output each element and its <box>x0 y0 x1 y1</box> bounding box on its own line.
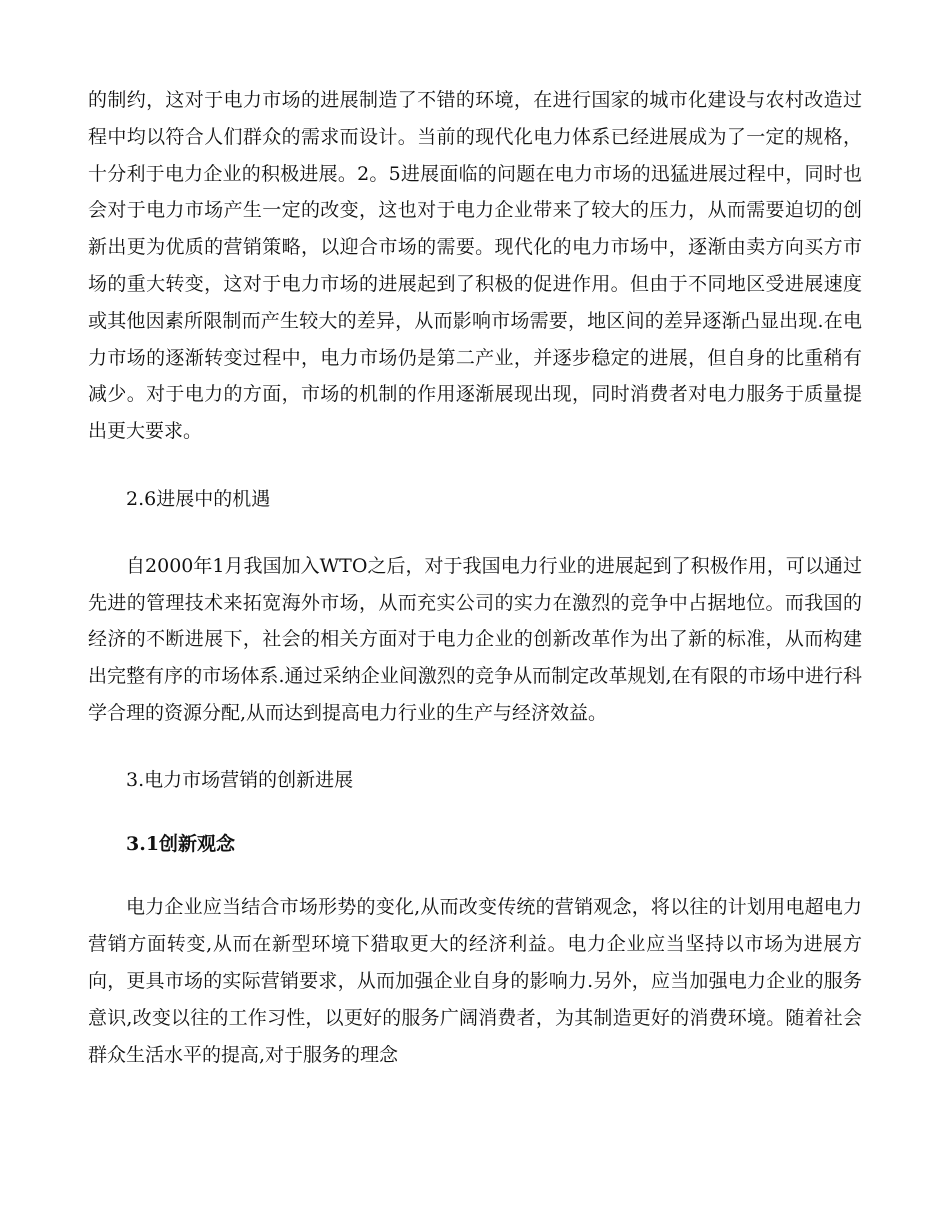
paragraph-spacer <box>88 450 862 481</box>
paragraph-spacer <box>88 862 862 889</box>
document-page <box>88 82 862 1073</box>
section-heading-2-6: 2.6进展中的机遇 <box>126 487 271 510</box>
body-paragraph-opportunities: 自2000年1月我国加入WTO之后，对于我国电力行业的进展起到了积极作用，可以通过先进的管理技术来拓宽海外市场，从而充实公司的实力在激烈的竞争中占据地位。而我国的经济的不断进展下，社会的相关方面对于电力企业的创新改革作为出了新的标准，从而构建出完整有序的市场体系.通过采纳企业间激烈的竞争从而制定改革规划,在有限的市场中进行科学合理的资源分配,从而达到提高电力行业的生产与经济效益。 <box>88 554 862 724</box>
body-paragraph-market-environment: 的制约，这对于电力市场的进展制造了不错的环境，在进行国家的城市化建设与农村改造过程中均以符合人们群众的需求而设计。当前的现代化电力体系已经进展成为了一定的规格，十分利于电力企业的积极进展。2。5进展面临的问题在电力市场的迅猛进展过程中，同时也会对于电力市场产生一定的改变，这也对于电力企业带来了较大的压力，从而需要迫切的创新出更为优质的营销策略，以迎合市场的需要。现代化的电力市场中，逐渐由卖方向买方市场的重大转变，这对于电力市场的进展起到了积极的促进作用。但由于不同地区受进展速度或其他因素所限制而产生较大的差异，从而影响市场需要，地区间的差异逐渐凸显出现.在电力市场的逐渐转变过程中，电力市场仍是第二产业，并逐步稳定的进展，但自身的比重稍有减少。对于电力的方面，市场的机制的作用逐渐展现出现，同时消费者对电力服务于质量提出更大要求。 <box>88 89 862 443</box>
section-heading-3-1: 3.1创新观念 <box>126 832 236 855</box>
paragraph-spacer <box>88 518 862 548</box>
paragraph-spacer <box>88 799 862 826</box>
paragraph-spacer <box>88 732 862 762</box>
section-heading-3: 3.电力市场营销的创新进展 <box>126 768 354 791</box>
body-paragraph-innovation-concept: 电力企业应当结合市场形势的变化,从而改变传统的营销观念，将以往的计划用电超电力营销方面转变,从而在新型环境下猎取更大的经济利益。电力企业应当坚持以市场为进展方向，更具市场的实际营销要求，从而加强企业自身的影响力.另外，应当加强电力企业的服务意识,改变以往的工作习性，以更好的服务广阔消费者，为其制造更好的消费环境。随着社会群众生活水平的提高,对于服务的理念 <box>88 896 862 1066</box>
